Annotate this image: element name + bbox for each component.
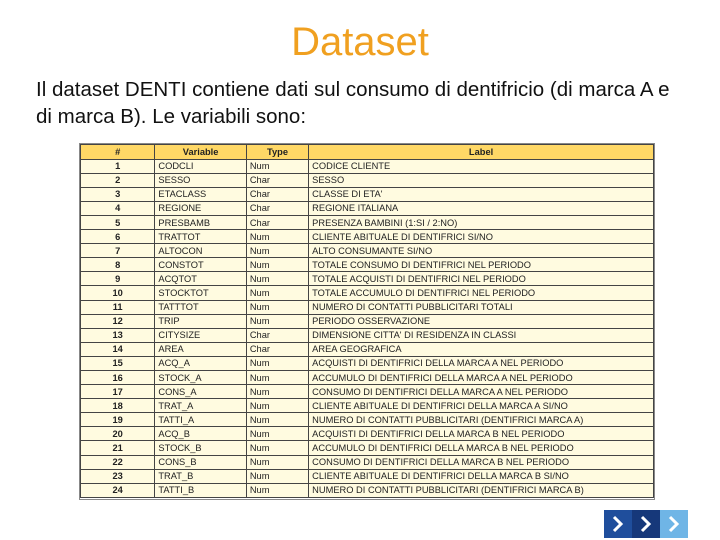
- variable-type: Char: [246, 328, 308, 342]
- chevron-right-icon: [604, 510, 632, 538]
- variable-type: Num: [246, 413, 308, 427]
- row-index: 12: [81, 314, 155, 328]
- variable-type: Num: [246, 427, 308, 441]
- variable-type: Num: [246, 300, 308, 314]
- variable-name: STOCK_B: [155, 441, 246, 455]
- variable-type: Char: [246, 342, 308, 356]
- table-row: [81, 385, 654, 399]
- variable-type: Char: [246, 173, 308, 187]
- variable-name: REGIONE: [155, 201, 246, 215]
- variable-label: CONSUMO DI DENTIFRICI DELLA MARCA B NEL PERIODO: [309, 455, 654, 469]
- table-header-row: [81, 145, 654, 160]
- variable-label: ACCUMULO DI DENTIFRICI DELLA MARCA B NEL PERIODO: [309, 441, 654, 455]
- nav-seg-bg: [660, 510, 688, 538]
- variable-label: NUMERO DI CONTATTI PUBBLICITARI TOTALI: [309, 300, 654, 314]
- variable-name: TATTI_B: [155, 483, 246, 497]
- variable-name: CONS_A: [155, 385, 246, 399]
- variable-name: CONSTOT: [155, 258, 246, 272]
- variable-name: CODCLI: [155, 159, 246, 173]
- variable-type: Char: [246, 201, 308, 215]
- header-index: #: [81, 145, 155, 160]
- table-row: [81, 300, 654, 314]
- chevron-right-icon: [632, 510, 660, 538]
- variable-type: Num: [246, 385, 308, 399]
- row-index: 6: [81, 230, 155, 244]
- nav-segment-2[interactable]: [632, 510, 660, 538]
- variable-type: Num: [246, 455, 308, 469]
- table-row: [81, 371, 654, 385]
- variables-table: [80, 144, 654, 498]
- row-index: 23: [81, 469, 155, 483]
- chevron-right-icon: [660, 510, 688, 538]
- variable-label: ALTO CONSUMANTE SI/NO: [309, 244, 654, 258]
- row-index: 16: [81, 371, 155, 385]
- variable-type: Num: [246, 469, 308, 483]
- table-body: [81, 159, 654, 497]
- variable-type: Char: [246, 215, 308, 229]
- variable-label: CLIENTE ABITUALE DI DENTIFRICI DELLA MARCA A SI/NO: [309, 399, 654, 413]
- variable-name: STOCKTOT: [155, 286, 246, 300]
- row-index: 22: [81, 455, 155, 469]
- row-index: 3: [81, 187, 155, 201]
- table-row: [81, 314, 654, 328]
- slide-title: Dataset: [291, 20, 429, 64]
- row-index: 18: [81, 399, 155, 413]
- row-index: 14: [81, 342, 155, 356]
- variable-name: TATTI_A: [155, 413, 246, 427]
- row-index: 24: [81, 483, 155, 497]
- row-index: 1: [81, 159, 155, 173]
- row-index: 4: [81, 201, 155, 215]
- variable-type: Num: [246, 286, 308, 300]
- table-row: [81, 272, 654, 286]
- row-index: 11: [81, 300, 155, 314]
- variable-label: ACQUISTI DI DENTIFRICI DELLA MARCA A NEL PERIODO: [309, 356, 654, 370]
- nav-seg-bg: [632, 510, 660, 538]
- variable-label: PRESENZA BAMBINI (1:SI / 2:NO): [309, 215, 654, 229]
- variable-name: SESSO: [155, 173, 246, 187]
- variable-type: Char: [246, 187, 308, 201]
- table-row: [81, 201, 654, 215]
- row-index: 13: [81, 328, 155, 342]
- variable-label: AREA GEOGRAFICA: [309, 342, 654, 356]
- table-row: [81, 244, 654, 258]
- variable-name: ACQ_A: [155, 356, 246, 370]
- table-row: [81, 356, 654, 370]
- table-row: [81, 399, 654, 413]
- variable-label: REGIONE ITALIANA: [309, 201, 654, 215]
- header-variable: Variable: [155, 145, 246, 160]
- variable-type: Num: [246, 399, 308, 413]
- variable-name: STOCK_A: [155, 371, 246, 385]
- variable-name: ACQTOT: [155, 272, 246, 286]
- nav-seg-bg: [604, 510, 632, 538]
- slide-intro-text: Il dataset DENTI contiene dati sul consumo di dentifricio (di marca A e di marca B). Le variabili sono:: [36, 78, 670, 128]
- variable-label: CONSUMO DI DENTIFRICI DELLA MARCA A NEL PERIODO: [309, 385, 654, 399]
- row-index: 2: [81, 173, 155, 187]
- table-row: [81, 455, 654, 469]
- table-row: [81, 441, 654, 455]
- variable-label: DIMENSIONE CITTA' DI RESIDENZA IN CLASSI: [309, 328, 654, 342]
- variable-label: TOTALE ACQUISTI DI DENTIFRICI NEL PERIODO: [309, 272, 654, 286]
- variable-label: CLIENTE ABITUALE DI DENTIFRICI DELLA MARCA B SI/NO: [309, 469, 654, 483]
- table-row: [81, 427, 654, 441]
- row-index: 5: [81, 215, 155, 229]
- variable-name: ETACLASS: [155, 187, 246, 201]
- variable-type: Num: [246, 483, 308, 497]
- slide-navigation: [604, 510, 688, 538]
- variable-type: Num: [246, 159, 308, 173]
- variable-label: NUMERO DI CONTATTI PUBBLICITARI (DENTIFRICI MARCA A): [309, 413, 654, 427]
- table-row: [81, 159, 654, 173]
- variable-type: Num: [246, 272, 308, 286]
- variable-label: ACQUISTI DI DENTIFRICI DELLA MARCA B NEL PERIODO: [309, 427, 654, 441]
- variables-table-container: [79, 143, 655, 500]
- row-index: 7: [81, 244, 155, 258]
- variable-label: CLIENTE ABITUALE DI DENTIFRICI SI/NO: [309, 230, 654, 244]
- row-index: 20: [81, 427, 155, 441]
- variable-name: ACQ_B: [155, 427, 246, 441]
- variable-name: ALTOCON: [155, 244, 246, 258]
- variable-name: PRESBAMB: [155, 215, 246, 229]
- variable-type: Num: [246, 371, 308, 385]
- table-row: [81, 469, 654, 483]
- variable-name: TATTTOT: [155, 300, 246, 314]
- variable-type: Num: [246, 314, 308, 328]
- table-row: [81, 483, 654, 497]
- row-index: 10: [81, 286, 155, 300]
- variable-type: Num: [246, 230, 308, 244]
- table-row: [81, 413, 654, 427]
- variable-label: TOTALE ACCUMULO DI DENTIFRICI NEL PERIODO: [309, 286, 654, 300]
- variable-name: TRAT_A: [155, 399, 246, 413]
- nav-segment-1[interactable]: [604, 510, 632, 538]
- table-row: [81, 187, 654, 201]
- row-index: 8: [81, 258, 155, 272]
- row-index: 19: [81, 413, 155, 427]
- row-index: 15: [81, 356, 155, 370]
- header-type: Type: [246, 145, 308, 160]
- variable-label: ACCUMULO DI DENTIFRICI DELLA MARCA A NEL PERIODO: [309, 371, 654, 385]
- variable-type: Num: [246, 258, 308, 272]
- variable-label: SESSO: [309, 173, 654, 187]
- variable-type: Num: [246, 441, 308, 455]
- row-index: 17: [81, 385, 155, 399]
- table-row: [81, 286, 654, 300]
- table-row: [81, 173, 654, 187]
- variable-name: TRIP: [155, 314, 246, 328]
- table-row: [81, 258, 654, 272]
- variable-label: PERIODO OSSERVAZIONE: [309, 314, 654, 328]
- table-row: [81, 215, 654, 229]
- variable-type: Num: [246, 356, 308, 370]
- nav-segment-3[interactable]: [660, 510, 688, 538]
- variable-name: AREA: [155, 342, 246, 356]
- variable-name: TRATTOT: [155, 230, 246, 244]
- table-row: [81, 230, 654, 244]
- variable-label: CODICE CLIENTE: [309, 159, 654, 173]
- variable-name: CITYSIZE: [155, 328, 246, 342]
- variable-name: TRAT_B: [155, 469, 246, 483]
- row-index: 9: [81, 272, 155, 286]
- variable-name: CONS_B: [155, 455, 246, 469]
- variable-label: CLASSE DI ETA': [309, 187, 654, 201]
- variable-label: NUMERO DI CONTATTI PUBBLICITARI (DENTIFRICI MARCA B): [309, 483, 654, 497]
- variable-label: TOTALE CONSUMO DI DENTIFRICI NEL PERIODO: [309, 258, 654, 272]
- variable-type: Num: [246, 244, 308, 258]
- row-index: 21: [81, 441, 155, 455]
- header-label: Label: [309, 145, 654, 160]
- table-row: [81, 328, 654, 342]
- table-row: [81, 342, 654, 356]
